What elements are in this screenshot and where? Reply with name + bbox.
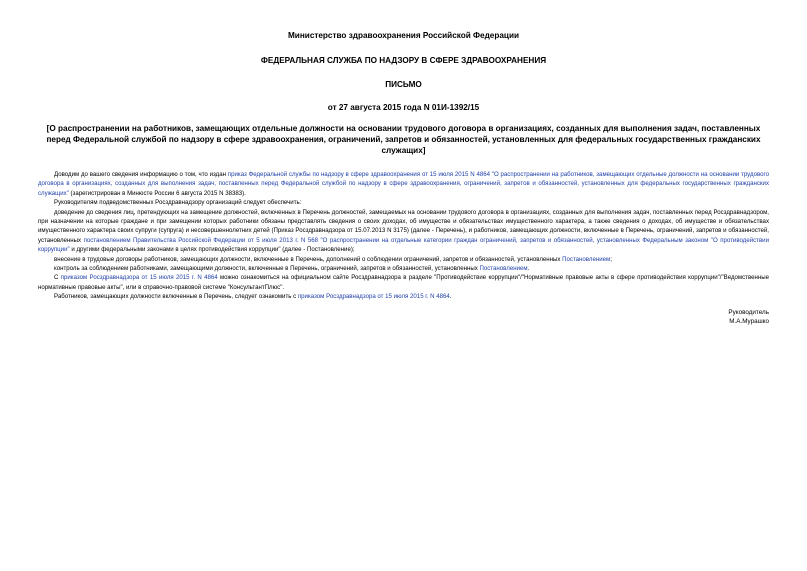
order-4864-link[interactable]: приказом Росздравнадзора от 15 июля 2015 г. N 4864 — [60, 274, 218, 282]
paragraph-text: внесение в трудовые договоры работников, замещающих должности, включенные в Перечень, дополнений о соблюдении ограничений, запретов и обязанностей, установленных — [54, 255, 563, 263]
resolution-568-link[interactable]: постановлением Правительства Российской Федерации от 5 июля 2013 г. N 568 "О распространении на отдельные категории граждан ограничений, запретов и обязанностей, установленных Федеральным законом "О противодействии коррупции" — [38, 236, 769, 254]
letter-body — [38, 170, 769, 302]
paragraph-text: . — [449, 293, 452, 301]
paragraph-text: (зарегистрирован в Минюсте России 6 августа 2015 N 38383). — [68, 189, 246, 197]
resolution-link[interactable]: Постановлением — [562, 255, 611, 263]
signature-title: Руководитель — [728, 308, 769, 316]
paragraph-website — [38, 273, 769, 292]
order-4864-link[interactable]: приказом Росздравнадзора от 15 июля 2015 г. N 4864 — [297, 293, 450, 301]
paragraph-text: можно ознакомиться на официальном сайте Росздравнадзора в разделе "Противодействие коррупции"/"Нормативные правовые акты в сфере противодействия коррупции"/"Ведомственные нормативные правовые акты", или в справочно-правовой системе "КонсультантПлюс". — [38, 274, 770, 291]
date-number-heading: от 27 августа 2015 года N 01И-1392/15 — [327, 103, 480, 112]
paragraph-intro — [38, 170, 769, 198]
paragraph-text: С — [54, 274, 61, 282]
paragraph-contracts — [38, 255, 769, 264]
ministry-heading: Министерство здравоохранения Российской Федерации — [287, 31, 520, 40]
signature-name: М.А.Мурашко — [729, 318, 769, 326]
paragraph-text: ; — [610, 255, 612, 263]
service-heading: ФЕДЕРАЛЬНАЯ СЛУЖБА ПО НАДЗОРУ В СФЕРЕ ЗДРАВООХРАНЕНИЯ — [260, 56, 547, 65]
paragraph-text: Доводим до вашего сведения информацию о том, что издан — [54, 171, 228, 178]
paragraph-control — [38, 264, 769, 273]
signature-block — [38, 308, 769, 327]
paragraph-text: доведение до сведения лиц, претендующих на замещение должностей, включенных в Перечень должностей, замещаемых на основании трудового договора в организациях, созданных для выполнения задач, поставленных перед Росздравнадзором, при назначении на которые граждане и при замещении которых работники обязаны представлять сведения о своих доходах, об имуществе и обязательствах имущественного характера, а также сведения о доходах, об имуществе и обязательствах имущественного характера своих супруги (супруга) и несовершеннолетних детей (Приказ Росздравнадзора от 15.07.2013 N 3175) (далее - Перечень), и работников, замещающих должности, включенные в Перечень, ограничений, запретов и обязанностей, установленных — [38, 208, 769, 244]
doc-type-heading: ПИСЬМО — [385, 80, 422, 89]
paragraph-heads: Руководителям подведомственных Росздравнадзору организаций следует обеспечить: — [54, 199, 302, 207]
paragraph-text: контроль за соблюдением работниками, замещающими должности, включенные в Перечень, ограничений, запретов и обязанностей, установленных — [54, 265, 480, 273]
paragraph-text: . — [527, 265, 530, 273]
subject-heading: [О распространении на работников, замещающих отдельные должности на основании трудового договора в организациях, созданных для выполнения задач, поставленных перед Федеральной службой по надзору в сфере здравоохранения, ограничений, запретов и обязанностей, установленных для федеральных государственных гражданских служащих] — [46, 124, 761, 155]
letter-page — [38, 30, 769, 327]
order-4864-link[interactable]: приказ Федеральной службы по надзору в сфере здравоохранения от 15 июля 2015 N 4864 "О распространении на работников, замещающих отдельные должности на основании трудового договора в организациях, созданных для выполнения задач, поставленных перед Федеральной службой по надзору в сфере здравоохранения, ограничений, запретов и обязанностей, установленных для федеральных государственных гражданских служащих" — [38, 171, 769, 197]
paragraph-text: Работников, замещающих должности включенные в Перечень, следует ознакомить с — [54, 293, 298, 301]
paragraph-text: и другими федеральными законами в целях противодействия коррупции" (далее - Постановление); — [69, 246, 355, 254]
paragraph-informing — [38, 208, 769, 255]
resolution-link[interactable]: Постановлением — [479, 265, 528, 273]
paragraph-familiarize — [38, 292, 769, 301]
